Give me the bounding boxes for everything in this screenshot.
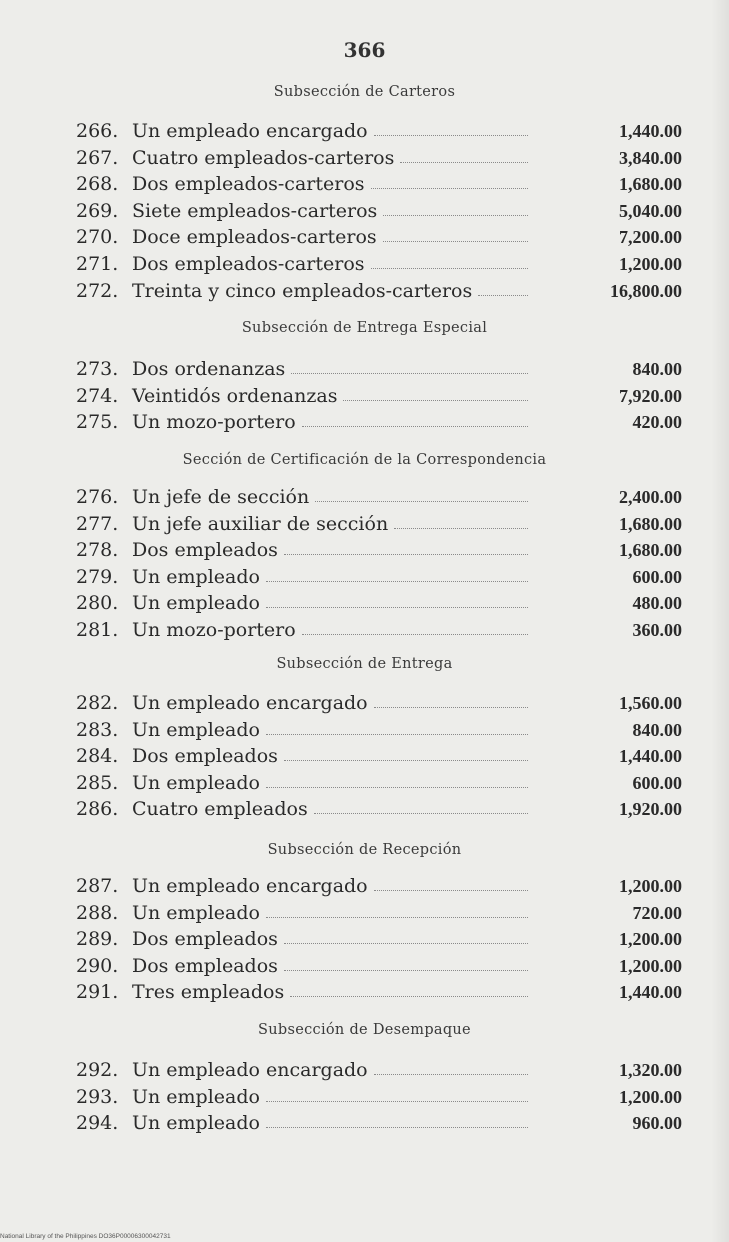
dot-leader <box>266 581 528 582</box>
line-item <box>76 796 686 822</box>
dot-leader <box>374 135 528 136</box>
line-item-number: 275. <box>76 411 119 434</box>
line-item <box>76 145 686 171</box>
line-item-amount: 960.00 <box>632 1113 682 1134</box>
line-item-amount: 360.00 <box>632 620 682 640</box>
dot-leader <box>266 1101 528 1102</box>
line-item-number: 267. <box>76 146 119 169</box>
line-item-description: Un empleado encargado <box>132 120 368 142</box>
line-item-amount: 1,440.00 <box>619 982 682 1003</box>
line-item-description: Dos empleados <box>132 745 278 768</box>
line-item <box>76 278 686 304</box>
dot-leader <box>343 400 528 401</box>
line-item-amount: 1,560.00 <box>619 693 682 713</box>
section-heading: Subsección de Recepción <box>267 842 462 858</box>
line-item-description: Dos empleados <box>132 954 278 977</box>
line-item-number: 274. <box>76 384 119 407</box>
line-item-description: Un empleado <box>132 771 260 794</box>
line-item <box>76 484 686 510</box>
line-item <box>76 409 686 435</box>
line-item-number: 279. <box>76 565 119 588</box>
line-item-number: 280. <box>76 592 119 615</box>
line-item-amount: 1,680.00 <box>619 513 682 534</box>
line-item-description: Un empleado <box>132 565 260 588</box>
line-item-number: 287. <box>76 875 119 897</box>
scan-footer-credit: National Library of the Philippines DO36P00006300042731 <box>0 1233 171 1240</box>
line-item-number: 284. <box>76 745 119 768</box>
dot-leader <box>284 554 528 555</box>
line-item <box>76 690 686 716</box>
line-item-number: 292. <box>76 1059 119 1081</box>
line-item-number: 289. <box>76 928 119 951</box>
line-item-amount: 1,440.00 <box>619 746 682 767</box>
line-item-description: Un jefe auxiliar de sección <box>132 512 389 535</box>
line-item-number: 288. <box>76 901 119 924</box>
line-item <box>76 743 686 769</box>
line-item-amount: 1,200.00 <box>619 929 682 950</box>
dot-leader <box>371 268 528 269</box>
line-item <box>76 1110 686 1136</box>
section-heading: Subsección de Desempaque <box>258 1022 471 1038</box>
line-item-amount: 1,200.00 <box>619 876 682 896</box>
dot-leader <box>291 373 528 374</box>
line-item <box>76 590 686 616</box>
line-item-description: Treinta y cinco empleados-carteros <box>132 279 473 302</box>
dot-leader <box>394 528 528 529</box>
line-item <box>76 979 686 1005</box>
line-item-number: 290. <box>76 954 119 977</box>
line-item-description: Un empleado <box>132 901 260 924</box>
line-item-description: Cuatro empleados-carteros <box>132 146 395 169</box>
line-item <box>76 198 686 224</box>
dot-leader <box>266 1127 528 1128</box>
line-item-description: Dos empleados-carteros <box>132 173 365 196</box>
dot-leader <box>315 501 528 502</box>
line-item-description: Veintidós ordenanzas <box>132 384 338 407</box>
line-item-description: Un mozo-portero <box>132 411 296 434</box>
line-item <box>76 926 686 952</box>
line-item-number: 293. <box>76 1085 119 1108</box>
line-item-amount: 7,920.00 <box>619 385 682 406</box>
line-item-number: 269. <box>76 199 119 222</box>
dot-leader <box>374 890 528 891</box>
line-item-number: 276. <box>76 486 119 508</box>
line-item-description: Un empleado encargado <box>132 875 368 897</box>
dot-leader <box>266 607 528 608</box>
line-item-amount: 1,200.00 <box>619 254 682 274</box>
line-item-amount: 5,040.00 <box>619 200 682 221</box>
line-item-amount: 16,800.00 <box>610 280 682 301</box>
page-edge-shadow <box>711 0 729 1242</box>
dot-leader <box>266 787 528 788</box>
line-item-description: Un empleado encargado <box>132 1059 368 1081</box>
line-item-number: 286. <box>76 798 119 821</box>
line-item-description: Un mozo-portero <box>132 619 296 641</box>
dot-leader <box>302 634 528 635</box>
line-item-description: Dos empleados <box>132 928 278 951</box>
line-item-amount: 840.00 <box>632 719 682 740</box>
line-item-description: Un empleado encargado <box>132 692 368 714</box>
dot-leader <box>290 996 528 997</box>
line-item-amount: 1,320.00 <box>619 1060 682 1080</box>
line-item-number: 277. <box>76 512 119 535</box>
line-item <box>76 383 686 409</box>
dot-leader <box>266 734 528 735</box>
line-item-description: Un empleado <box>132 592 260 615</box>
line-item-description: Dos ordenanzas <box>132 358 286 380</box>
line-item-number: 281. <box>76 619 119 641</box>
line-item-amount: 1,680.00 <box>619 174 682 195</box>
line-item-description: Dos empleados <box>132 539 278 562</box>
line-item <box>76 770 686 796</box>
line-item-amount: 720.00 <box>632 902 682 923</box>
dot-leader <box>371 188 528 189</box>
section-heading: Sección de Certificación de la Correspondencia <box>182 452 547 468</box>
line-item-amount: 1,200.00 <box>619 1086 682 1107</box>
line-item-description: Un empleado <box>132 718 260 741</box>
section-heading: Subsección de Entrega <box>276 656 453 672</box>
line-item-description: Doce empleados-carteros <box>132 226 377 249</box>
line-item-number: 273. <box>76 358 119 380</box>
line-item <box>76 564 686 590</box>
line-item-amount: 1,920.00 <box>619 799 682 820</box>
dot-leader <box>314 813 528 814</box>
line-item-amount: 600.00 <box>632 772 682 793</box>
dot-leader <box>478 295 528 296</box>
section-heading: Subsección de Carteros <box>273 84 456 100</box>
dot-leader <box>400 162 528 163</box>
line-item-amount: 1,440.00 <box>619 121 682 141</box>
line-item-description: Tres empleados <box>132 981 285 1004</box>
line-item <box>76 873 686 899</box>
line-item-amount: 2,400.00 <box>619 487 682 507</box>
line-item <box>76 224 686 250</box>
line-item-amount: 1,200.00 <box>619 955 682 976</box>
line-item <box>76 171 686 197</box>
dot-leader <box>284 760 528 761</box>
line-item-description: Un empleado <box>132 1085 260 1108</box>
dot-leader <box>266 917 528 918</box>
dot-leader <box>383 241 528 242</box>
line-item <box>76 511 686 537</box>
line-item-number: 291. <box>76 981 119 1004</box>
line-item-description: Cuatro empleados <box>132 798 308 821</box>
line-item <box>76 356 686 382</box>
line-item-number: 285. <box>76 771 119 794</box>
dot-leader <box>302 426 528 427</box>
line-item-number: 282. <box>76 692 119 714</box>
line-item-amount: 3,840.00 <box>619 147 682 168</box>
line-item <box>76 900 686 926</box>
line-item-amount: 840.00 <box>632 359 682 379</box>
line-item-number: 283. <box>76 718 119 741</box>
line-item-number: 278. <box>76 539 119 562</box>
line-item <box>76 1057 686 1083</box>
line-item-amount: 1,680.00 <box>619 540 682 561</box>
line-item <box>76 953 686 979</box>
dot-leader <box>383 215 528 216</box>
line-item-description: Un jefe de sección <box>132 486 310 508</box>
line-item-number: 272. <box>76 279 119 302</box>
dot-leader <box>374 1074 528 1075</box>
line-item-description: Siete empleados-carteros <box>132 199 378 222</box>
line-item-number: 270. <box>76 226 119 249</box>
line-item-description: Dos empleados-carteros <box>132 253 365 275</box>
dot-leader <box>284 943 528 944</box>
line-item-number: 266. <box>76 120 119 142</box>
line-item-amount: 600.00 <box>632 566 682 587</box>
line-item <box>76 537 686 563</box>
line-item <box>76 617 686 643</box>
dot-leader <box>284 970 528 971</box>
line-item-number: 271. <box>76 253 119 275</box>
page-number: 366 <box>343 38 386 62</box>
line-item <box>76 1084 686 1110</box>
dot-leader <box>374 707 528 708</box>
line-item <box>76 118 686 144</box>
line-item-amount: 7,200.00 <box>619 227 682 248</box>
line-item-amount: 480.00 <box>632 593 682 614</box>
section-heading: Subsección de Entrega Especial <box>241 320 488 336</box>
line-item <box>76 251 686 277</box>
line-item-number: 268. <box>76 173 119 196</box>
line-item-number: 294. <box>76 1112 119 1135</box>
line-item-description: Un empleado <box>132 1112 260 1135</box>
line-item-amount: 420.00 <box>632 412 682 433</box>
line-item <box>76 717 686 743</box>
